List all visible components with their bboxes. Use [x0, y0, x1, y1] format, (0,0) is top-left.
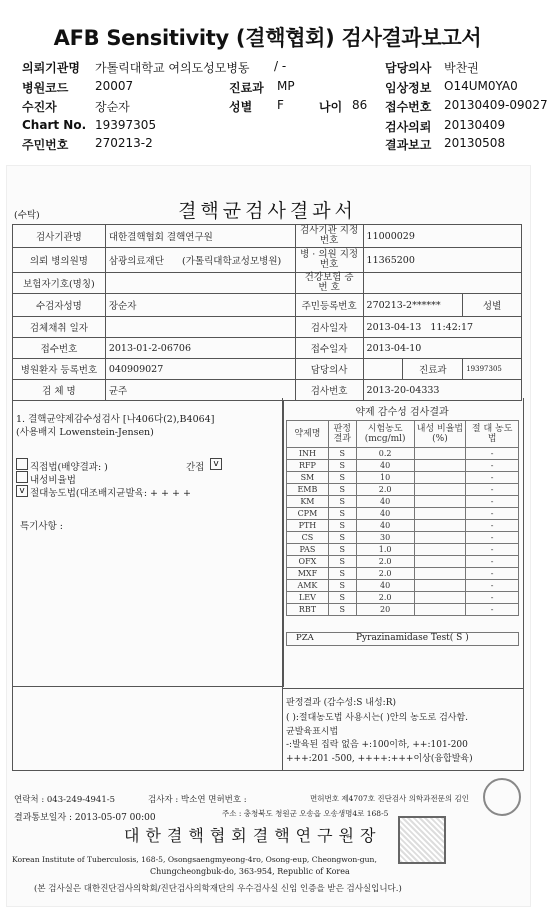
requester-label: 의뢰기관명 — [22, 61, 80, 75]
drug-abs: - — [466, 592, 519, 604]
drug-ratio — [414, 460, 466, 472]
footer-cert: (본 검사실은 대한진단검사의학회/진단검사의학재단의 우수검사실 신임 인증을 받은 검사실입니다.) — [34, 884, 402, 894]
drug-ratio — [414, 508, 466, 520]
drug-ratio — [414, 604, 466, 616]
request-date-value: 20130409 — [444, 118, 506, 132]
indirect-checkbox[interactable]: v — [210, 458, 222, 470]
age-value: 86 — [352, 98, 368, 112]
drug-conc: 40 — [356, 496, 414, 508]
drug-abs: - — [466, 460, 519, 472]
doctor-value: 박찬권 — [444, 61, 479, 75]
drug-ratio — [414, 448, 466, 460]
report-title: AFB Sensitivity (결핵협회) 검사결과보고서 — [53, 26, 482, 50]
drug-name: OFX — [287, 556, 329, 568]
drug-name: CPM — [287, 508, 329, 520]
drug-result: S — [328, 448, 356, 460]
sensitivity-title: 약제 감수성 검사결과 — [355, 407, 449, 418]
direct-label: 직접법(배양결과: ) — [30, 462, 108, 473]
drug-name: RBT — [287, 604, 329, 616]
remarks-label: 특기사항 : — [20, 521, 63, 532]
drug-result: S — [328, 592, 356, 604]
judge-line2: ( ):절대농도법 사용시는( )안의 농도로 검사함. — [286, 713, 469, 723]
rrn-value: 270213-2 — [95, 136, 153, 150]
drug-result: S — [328, 544, 356, 556]
judge-line5: +++:201 -500, ++++:+++이상(융합발육) — [286, 754, 473, 764]
direct-checkbox[interactable] — [16, 458, 28, 470]
ratio-checkbox[interactable] — [16, 471, 28, 483]
drug-ratio — [414, 592, 466, 604]
sex-label: 성별 — [229, 100, 253, 114]
drug-result: S — [328, 484, 356, 496]
rrn-label: 주민번호 — [22, 138, 69, 152]
drug-name: PAS — [287, 544, 329, 556]
drug-conc: 40 — [356, 460, 414, 472]
hospital-code-value: 20007 — [95, 79, 134, 93]
drug-conc: 0.2 — [356, 448, 414, 460]
drug-ratio — [414, 484, 466, 496]
drug-row — [287, 472, 519, 484]
info-table — [12, 224, 522, 401]
col-abs: 절 대 농도법 — [466, 421, 519, 448]
drug-result: S — [328, 532, 356, 544]
col-ratio: 내성 비율법(%) — [414, 421, 466, 448]
pza-label: PZA — [296, 633, 314, 643]
drug-name: PTH — [287, 520, 329, 532]
drug-name: CS — [287, 532, 329, 544]
judge-line1: 판정결과 (감수성:S 내성:R) — [286, 698, 396, 708]
method-line1: 1. 결핵균약제감수성검사 [나406다(2),B4064] — [16, 414, 215, 425]
copy-mark: (수탁) — [14, 210, 40, 221]
clinic-no-value: 11365200 — [363, 248, 521, 273]
sheet-title: 결핵균검사결과서 — [178, 200, 357, 222]
drug-name: LEV — [287, 592, 329, 604]
chart-no-label: Chart No. — [22, 118, 87, 132]
drug-ratio — [414, 568, 466, 580]
drug-row — [287, 520, 519, 532]
drug-conc: 40 — [356, 508, 414, 520]
pza-value: Pyrazinamidase Test( S ) — [356, 633, 469, 643]
col-drug: 약제명 — [287, 421, 329, 448]
drug-row — [287, 484, 519, 496]
drug-row — [287, 604, 519, 616]
drug-abs: - — [466, 532, 519, 544]
drug-conc: 2.0 — [356, 568, 414, 580]
footer-phone: 연락처 : 043-249-4941-5 — [14, 795, 116, 805]
collect-value — [105, 317, 295, 338]
drug-name: EMB — [287, 484, 329, 496]
drug-row — [287, 556, 519, 568]
inst-no-value: 11000029 — [363, 225, 521, 248]
test-no-label: 검사번호 — [295, 380, 363, 401]
receipt-label-sheet: 접수번호 — [13, 338, 106, 359]
drug-result: S — [328, 520, 356, 532]
drug-row — [287, 496, 519, 508]
requester-extra: / - — [274, 59, 287, 73]
drug-ratio — [414, 520, 466, 532]
drug-conc: 2.0 — [356, 484, 414, 496]
test-date-label: 검사일자 — [295, 317, 363, 338]
drug-abs: - — [466, 448, 519, 460]
collect-label: 검체채취 일자 — [13, 317, 106, 338]
drug-result: S — [328, 472, 356, 484]
drug-conc: 20 — [356, 604, 414, 616]
sensitivity-header-row — [287, 421, 519, 448]
clinical-info-label: 임상정보 — [385, 81, 432, 95]
specimen-label: 검 체 명 — [13, 380, 106, 401]
drug-ratio — [414, 472, 466, 484]
footer-org-kr: 대한결핵협회결핵연구원장 — [124, 826, 382, 845]
footer-org-en2: Chungcheongbuk-do, 363-954, Republic of Korea — [150, 867, 350, 876]
test-no-value: 2013-20-04333 — [363, 380, 521, 401]
left-bottom-box — [12, 686, 283, 771]
drug-abs: - — [466, 604, 519, 616]
drug-row — [287, 532, 519, 544]
drug-abs: - — [466, 580, 519, 592]
director-seal-icon — [398, 816, 446, 864]
doctor-label: 담당의사 — [385, 61, 432, 75]
request-date-label: 검사의뢰 — [385, 120, 432, 134]
certification-stamp-icon — [483, 778, 521, 816]
patient-label: 수진자 — [22, 100, 57, 114]
drug-conc: 30 — [356, 532, 414, 544]
drug-result: S — [328, 580, 356, 592]
drug-name: AMK — [287, 580, 329, 592]
drug-name: RFP — [287, 460, 329, 472]
clinic-no-label: 병 · 의원 지정번호 — [295, 248, 363, 273]
absolute-label: 절대농도법(대조배지균발육: + + + + — [30, 488, 191, 499]
dept-label-sheet: 진료과 — [403, 359, 463, 380]
drug-abs: - — [466, 544, 519, 556]
report-date-label: 결과보고 — [385, 138, 432, 152]
footer-report-date: 결과통보일자 : 2013-05-07 00:00 — [14, 813, 156, 823]
drug-result: S — [328, 604, 356, 616]
drug-abs: - — [466, 556, 519, 568]
drug-result: S — [328, 460, 356, 472]
requester-value: 가톨릭대학교 여의도성모병동 — [95, 61, 250, 75]
drug-name: INH — [287, 448, 329, 460]
name-label: 수검자성명 — [13, 294, 106, 317]
drug-conc: 40 — [356, 520, 414, 532]
drug-ratio — [414, 580, 466, 592]
hosp-reg-label: 병원환자 등록번호 — [13, 359, 106, 380]
ins-no-label: 건강보험 증 번 호 — [295, 273, 363, 294]
drug-conc: 40 — [356, 580, 414, 592]
footer-org-en1: Korean Institute of Tuberculosis, 168-5, Osongsaengmyeong-4ro, Osong-eup, Cheongwon-gun, — [12, 855, 377, 864]
name-value: 장순자 — [105, 294, 295, 317]
drug-conc: 1.0 — [356, 544, 414, 556]
drug-result: S — [328, 568, 356, 580]
receipt-date-value: 2013-04-10 — [363, 338, 521, 359]
ratio-label: 내성비율법 — [30, 475, 76, 486]
report-date-value: 20130508 — [444, 136, 506, 150]
rrn-label-sheet: 주민등록번호 — [295, 294, 363, 317]
insured-label: 보험자기호(명칭) — [13, 273, 106, 294]
chart-no-value: 19397305 — [95, 118, 157, 132]
hospital-code-label: 병원코드 — [22, 81, 69, 95]
sex-label-sheet: 성별 — [463, 294, 522, 317]
drug-row — [287, 592, 519, 604]
age-label: 나이 — [319, 100, 343, 114]
indirect-label: 간접 — [186, 462, 205, 473]
test-date-value: 2013-04-13 11:42:17 — [363, 317, 521, 338]
drug-ratio — [414, 532, 466, 544]
sensitivity-table — [286, 420, 519, 616]
drug-abs: - — [466, 568, 519, 580]
doctor-label-sheet: 담당의사 — [295, 359, 363, 380]
dept-label: 진료과 — [229, 81, 264, 95]
footer-examiner: 검사자 : 박소연 면허번호 : — [148, 795, 247, 805]
judge-line4: -:발육된 집락 없음 +:100이하, ++:101-200 — [286, 740, 468, 750]
req-label: 의뢰 병의원명 — [13, 248, 106, 273]
judge-line3: 균발육표시법 — [286, 727, 339, 737]
drug-abs: - — [466, 472, 519, 484]
drug-abs: - — [466, 496, 519, 508]
req-value: 삼광의료재단 (가톨릭대학교성모병원) — [105, 248, 295, 273]
sex-value: F — [277, 98, 284, 112]
drug-row — [287, 448, 519, 460]
footer-address: 주소 : 충청북도 청원군 오송읍 오송생명4로 168-5 — [222, 809, 389, 818]
drug-result: S — [328, 496, 356, 508]
receipt-value-sheet: 2013-01-2-06706 — [105, 338, 295, 359]
drug-name: KM — [287, 496, 329, 508]
inst-no-label: 검사기관 지정번호 — [295, 225, 363, 248]
drug-name: SM — [287, 472, 329, 484]
dept-value-sheet: 19397305 — [463, 359, 522, 380]
drug-abs: - — [466, 484, 519, 496]
absolute-checkbox[interactable]: v — [16, 485, 28, 497]
patient-value: 장순자 — [95, 100, 130, 114]
drug-abs: - — [466, 508, 519, 520]
drug-result: S — [328, 508, 356, 520]
drug-name: MXF — [287, 568, 329, 580]
rrn-value-sheet: 270213-2****** — [363, 294, 463, 317]
drug-ratio — [414, 556, 466, 568]
drug-conc: 2.0 — [356, 556, 414, 568]
ins-no-value — [363, 273, 521, 294]
receipt-date-label: 접수일자 — [295, 338, 363, 359]
specimen-value: 균주 — [105, 380, 295, 401]
dept-value: MP — [277, 79, 295, 93]
drug-row — [287, 544, 519, 556]
footer-license: 면허번호 제4707호 진단검사 의학과전문의 김인 — [310, 794, 470, 803]
drug-conc: 10 — [356, 472, 414, 484]
drug-row — [287, 508, 519, 520]
clinical-info-value: O14UM0YA0 — [444, 79, 518, 93]
drug-row — [287, 580, 519, 592]
inst-value: 대한결핵협회 결핵연구원 — [105, 225, 295, 248]
drug-ratio — [414, 496, 466, 508]
hosp-reg-value: 040909027 — [105, 359, 295, 380]
drug-rows — [287, 448, 519, 616]
col-result: 판정 결과 — [328, 421, 356, 448]
receipt-value: 20130409-09027 — [444, 98, 548, 112]
col-conc: 시험농도 (mcg/ml) — [356, 421, 414, 448]
inst-label: 검사기관명 — [13, 225, 106, 248]
drug-abs: - — [466, 520, 519, 532]
receipt-label: 접수번호 — [385, 100, 432, 114]
drug-row — [287, 568, 519, 580]
drug-result: S — [328, 556, 356, 568]
method-box — [12, 401, 284, 687]
drug-ratio — [414, 544, 466, 556]
insured-value — [105, 273, 295, 294]
doctor-value-sheet — [363, 359, 403, 380]
drug-row — [287, 460, 519, 472]
method-line2: (사용배지 Lowenstein-Jensen) — [16, 427, 154, 438]
drug-conc: 2.0 — [356, 592, 414, 604]
